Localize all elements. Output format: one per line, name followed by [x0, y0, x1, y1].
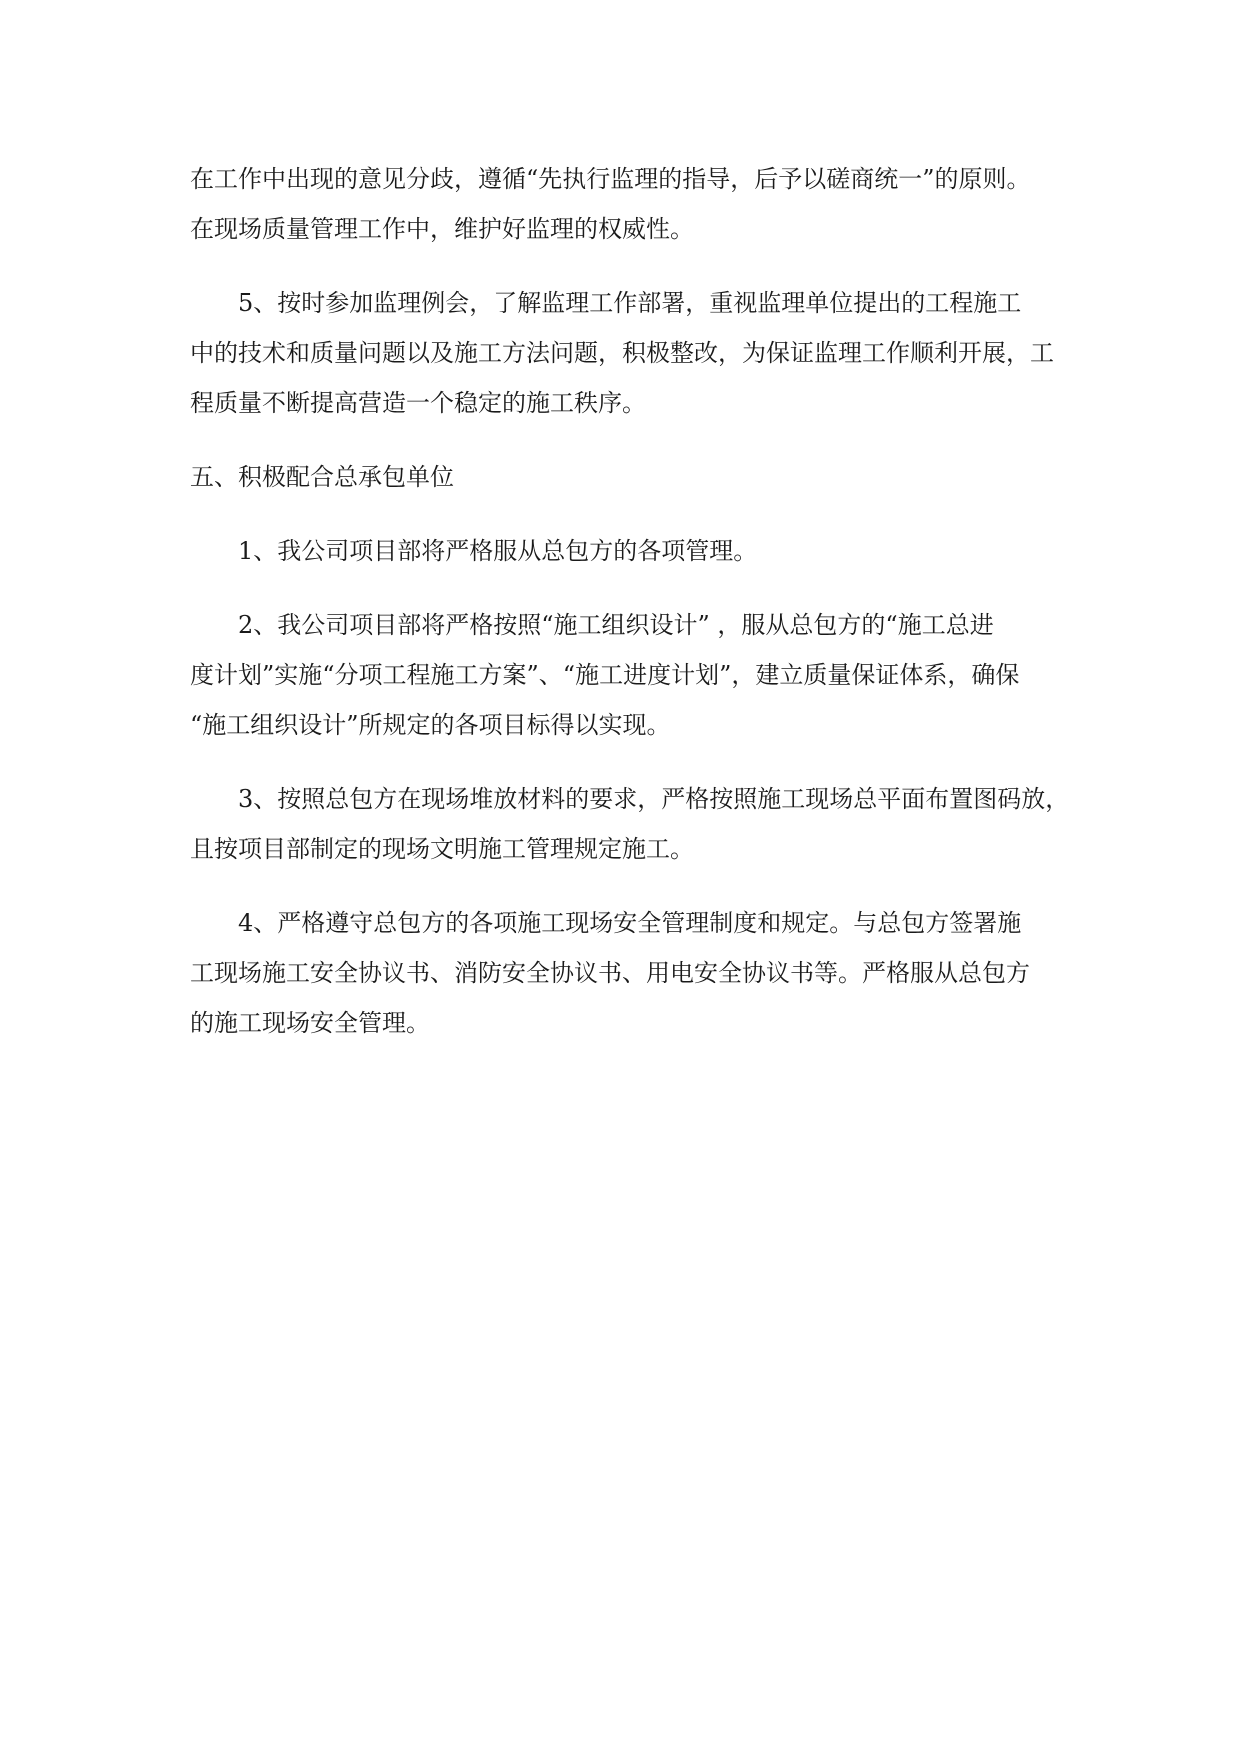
text-line: 4、严格遵守总包方的各项施工现场安全管理制度和规定。与总包方签署施 — [238, 909, 1022, 937]
text-line: 工现场施工安全协议书、消防安全协议书、用电安全协议书等。严格服从总包方 — [190, 959, 1030, 987]
text-line: 中的技术和质量问题以及施工方法问题，积极整改，为保证监理工作顺利开展，工 — [190, 339, 1054, 367]
paragraph-item-2 — [190, 600, 1070, 750]
paragraph-item-4 — [190, 898, 1070, 1048]
text-line: 在工作中出现的意见分歧，遵循“先执行监理的指导，后予以磋商统一”的原则。 — [190, 165, 1031, 193]
text-line: 程质量不断提高营造一个稳定的施工秩序。 — [190, 389, 646, 417]
text-line: 的施工现场安全管理。 — [190, 1009, 430, 1037]
text-line: 在现场质量管理工作中，维护好监理的权威性。 — [190, 215, 694, 243]
paragraph-supervision-disagreement — [190, 154, 1070, 254]
document-body — [190, 154, 1070, 1072]
text-line: 2、我公司项目部将严格按照“施工组织设计” ，服从总包方的“施工总进 — [238, 611, 994, 639]
text-line: 3、按照总包方在现场堆放材料的要求，严格按照施工现场总平面布置图码放， — [238, 785, 1070, 813]
section-heading — [190, 452, 1070, 502]
text-line: “施工组织设计”所规定的各项目标得以实现。 — [190, 711, 671, 739]
text-line: 且按项目部制定的现场文明施工管理规定施工。 — [190, 835, 694, 863]
paragraph-item-1 — [190, 526, 1070, 576]
text-line: 1、我公司项目部将严格服从总包方的各项管理。 — [238, 537, 758, 565]
text-line: 度计划”实施“分项工程施工方案”、“施工进度计划”，建立质量保证体系，确保 — [190, 661, 1020, 689]
paragraph-item-5 — [190, 278, 1070, 428]
paragraph-item-3 — [190, 774, 1070, 874]
section-heading-text: 五、积极配合总承包单位 — [190, 463, 454, 491]
text-line: 5、按时参加监理例会，了解监理工作部署，重视监理单位提出的工程施工 — [238, 289, 1022, 317]
